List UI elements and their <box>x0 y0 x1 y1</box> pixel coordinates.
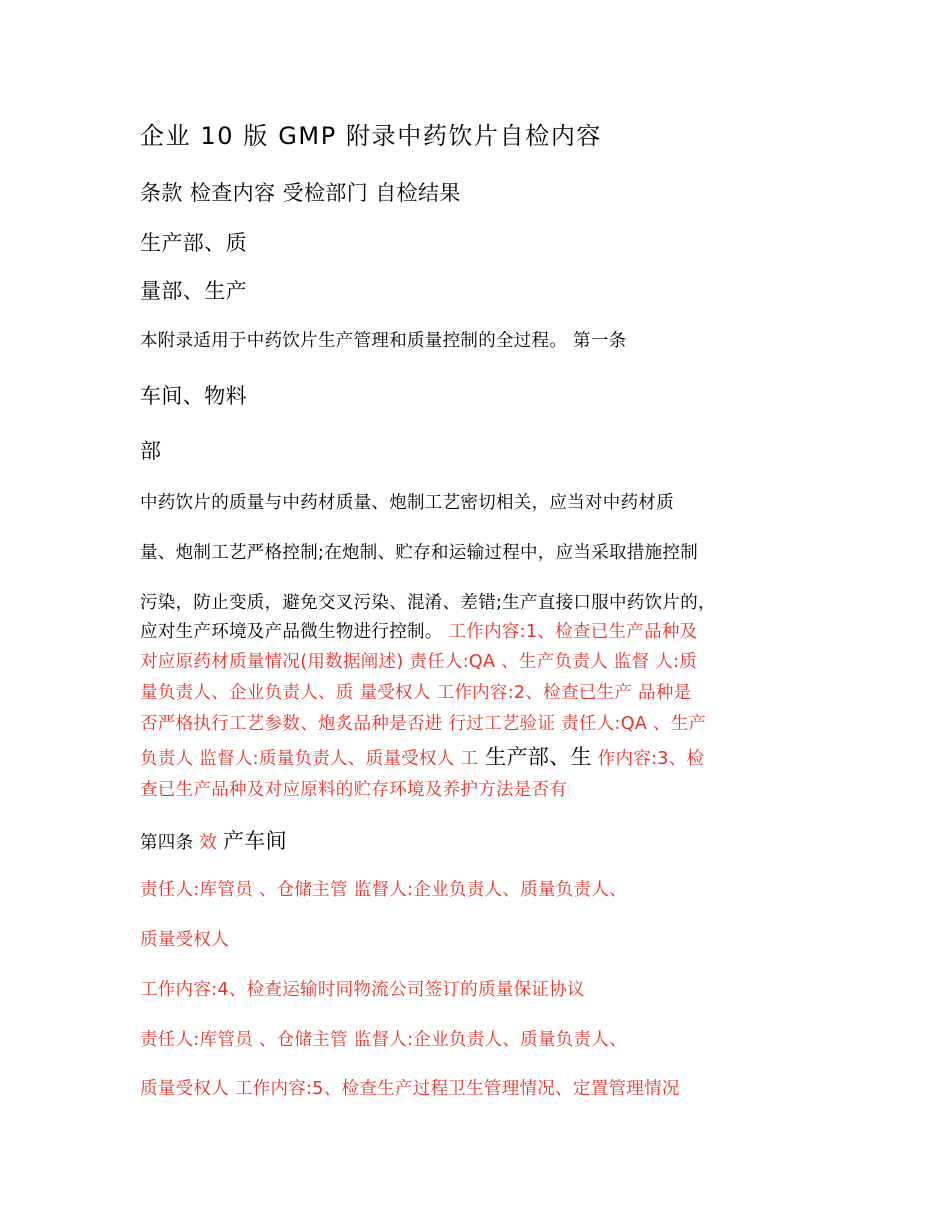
department-line-4: 部 <box>140 439 162 463</box>
article-4-department: 产车间 <box>222 829 287 853</box>
work-item-line-8-part-b: 作内容:3、检 <box>591 749 705 769</box>
paragraph-line-3: 污染，防止变质，避免交叉污染、混淆、差错;生产直接口服中药饮片的， <box>140 593 716 613</box>
paragraph-line-4-text: 应对生产环境及产品微生物进行控制。 <box>140 622 443 642</box>
paragraph-line-1: 中药饮片的质量与中药材质量、炮制工艺密切相关，应当对中药材质 <box>140 493 674 513</box>
work-item-line-6: 量负责人、企业负责人、质 量受权人 工作内容:2、检查已生产 品种是 <box>140 683 692 703</box>
article-4-red-text: 效 <box>199 833 218 853</box>
document-title: 企业 10 版 GMP 附录中药饮片自检内容 <box>140 122 603 150</box>
article-4-label: 第四条 <box>140 833 194 853</box>
work-item-1-start: 工作内容:1、检查已生产品种及 <box>442 622 698 642</box>
paragraph-line-4 <box>140 622 698 643</box>
article-4-line <box>140 829 287 854</box>
responsible-line-1: 责任人:库管员 、仓储主管 监督人:企业负责人、质量负责人、 <box>140 880 627 900</box>
work-item-line-7: 否严格执行工艺参数、炮炙品种是否进 行过工艺验证 责任人:QA 、生产 <box>140 714 707 734</box>
work-item-line-5: 对应原药材质量情况(用数据阐述) 责任人:QA 、生产负责人 监督 人:质 <box>140 652 698 672</box>
work-item-line-9: 查已生产品种及对应原料的贮存环境及养护方法是否有 <box>140 780 568 800</box>
work-item-5: 质量受权人 工作内容:5、检查生产过程卫生管理情况、定置管理情况 <box>140 1079 680 1099</box>
work-item-line-8-part-a: 负责人 监督人:质量负责人、质量受权人 工 <box>140 749 479 769</box>
scope-line: 本附录适用于中药饮片生产管理和质量控制的全过程。 第一条 <box>140 331 627 351</box>
department-inline: 生产部、生 <box>478 745 592 769</box>
work-item-4: 工作内容:4、检查运输时同物流公司签订的质量保证协议 <box>140 980 585 1000</box>
department-line-3: 车间、物料 <box>140 384 247 408</box>
responsible-line-2: 责任人:库管员 、仓储主管 监督人:企业负责人、质量负责人、 <box>140 1030 627 1050</box>
responsible-line-1-cont: 质量受权人 <box>140 930 229 950</box>
department-line-1: 生产部、质 <box>140 231 247 255</box>
paragraph-line-2: 量、炮制工艺严格控制;在炮制、贮存和运输过程中，应当采取措施控制 <box>140 543 698 563</box>
table-header-row: 条款 检查内容 受检部门 自检结果 <box>140 181 461 205</box>
department-line-2: 量部、生产 <box>140 279 247 303</box>
work-item-line-8 <box>140 745 704 770</box>
